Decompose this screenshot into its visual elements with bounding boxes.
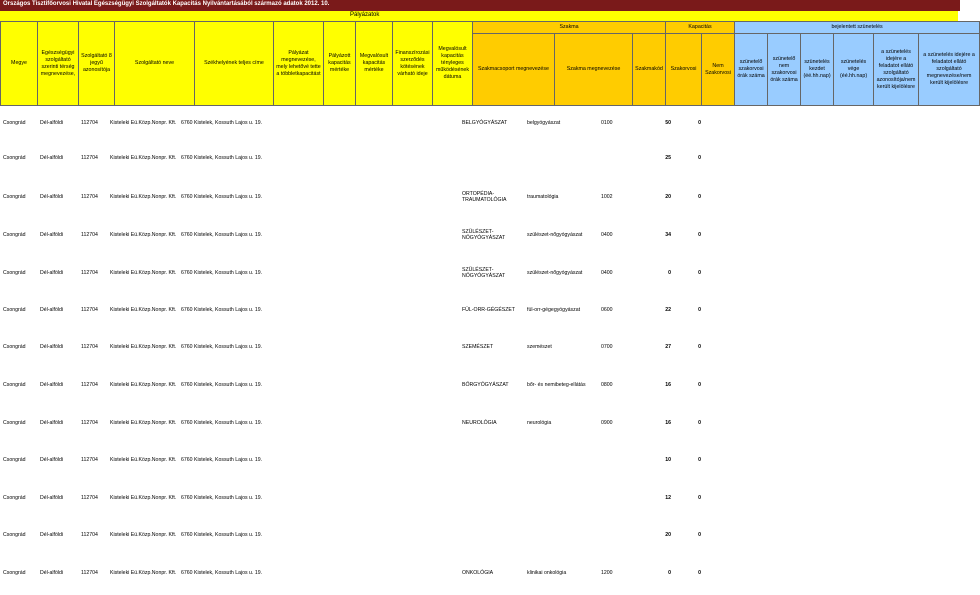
cell-nem: 0	[698, 194, 701, 200]
cell-csoport: BŐRGYÓGYÁSZAT	[462, 382, 509, 388]
cell-szakma: fül-orr-gégegyógyászat	[527, 307, 581, 313]
cell-neve: Kisteleki Eü.Közp.Nonpr. Kft.	[110, 457, 177, 463]
cell-neve: Kisteleki Eü.Közp.Nonpr. Kft.	[110, 270, 177, 276]
col-neve: Szolgáltató neve	[115, 22, 195, 106]
cell-nem: 0	[698, 532, 701, 538]
cell-azon: 112704	[81, 307, 98, 313]
table-row	[0, 452, 960, 472]
col-fin-szerz: Finanszírozási szerződés kötésének várható ideje	[393, 22, 433, 106]
cell-nem: 0	[698, 270, 701, 276]
col-szun-kezdet: szünetelés kezdet (éé.hh.nap)	[801, 34, 834, 106]
cell-csoport: FÜL-ORR-GÉGÉSZET	[462, 307, 516, 313]
cell-szakorvosi: 0	[668, 270, 671, 276]
cell-megye: Csongrád	[3, 495, 26, 501]
cell-terseg: Dél-alföldi	[40, 120, 64, 126]
col-szun-ideje2: a szünetelés idejére a feladatot ellátó szolgáltató megnevezése/nem került kijelölésre	[919, 34, 980, 106]
cell-azon: 112704	[81, 532, 98, 538]
cell-neve: Kisteleki Eü.Közp.Nonpr. Kft.	[110, 232, 177, 238]
cell-terseg: Dél-alföldi	[40, 194, 64, 200]
cell-neve: Kisteleki Eü.Közp.Nonpr. Kft.	[110, 495, 177, 501]
cell-terseg: Dél-alföldi	[40, 570, 64, 576]
cell-neve: Kisteleki Eü.Közp.Nonpr. Kft.	[110, 120, 177, 126]
cell-terseg: Dél-alföldi	[40, 532, 64, 538]
table-row	[0, 302, 960, 322]
cell-kod: 0100	[601, 120, 613, 126]
cell-azon: 112704	[81, 382, 98, 388]
table-row	[0, 527, 960, 547]
document-title: Országos Tisztifőorvosi Hivatal Egészségügyi Szolgáltatók Kapacitás Nyilvántartásából származó adatok 2012. 10.	[3, 1, 330, 7]
cell-szakorvosi: 27	[665, 344, 671, 350]
cell-nem: 0	[698, 570, 701, 576]
cell-nem: 0	[698, 307, 701, 313]
cell-azon: 112704	[81, 344, 98, 350]
cell-neve: Kisteleki Eü.Közp.Nonpr. Kft.	[110, 344, 177, 350]
cell-terseg: Dél-alföldi	[40, 495, 64, 501]
group-szakma: Szakma	[473, 22, 666, 34]
cell-cim: 6760 Kistelek, Kossuth Lajos u. 19.	[181, 270, 263, 276]
group-bejelentett: bejelentett szünetelés	[735, 22, 980, 34]
col-megval-datum: Megvalósult kapacitás tényleges működésének dátuma	[433, 22, 473, 106]
cell-nem: 0	[698, 344, 701, 350]
cell-szakorvosi: 22	[665, 307, 671, 313]
col-megye: Megye	[1, 22, 38, 106]
cell-azon: 112704	[81, 232, 98, 238]
cell-neve: Kisteleki Eü.Közp.Nonpr. Kft.	[110, 194, 177, 200]
col-szun-nem: szünetelő nem szakorvosi órák száma	[768, 34, 801, 106]
document-title-bar	[0, 0, 960, 11]
cell-cim: 6760 Kistelek, Kossuth Lajos u. 19.	[181, 307, 263, 313]
cell-szakma: szemészet	[527, 344, 552, 350]
cell-csoport: SZÜLÉSZET- NŐGYÓGYÁSZAT	[462, 267, 506, 279]
cell-megye: Csongrád	[3, 120, 26, 126]
cell-cim: 6760 Kistelek, Kossuth Lajos u. 19.	[181, 420, 263, 426]
cell-kod: 1002	[601, 194, 613, 200]
table-row	[0, 415, 960, 435]
table-row	[0, 565, 960, 585]
cell-szakorvosi: 12	[665, 495, 671, 501]
cell-kod: 0700	[601, 344, 613, 350]
cell-cim: 6760 Kistelek, Kossuth Lajos u. 19.	[181, 457, 263, 463]
table-row	[0, 227, 960, 247]
cell-szakorvosi: 50	[665, 120, 671, 126]
header-table	[0, 21, 980, 106]
cell-terseg: Dél-alföldi	[40, 344, 64, 350]
cell-csoport: ONKOLÓGIA	[462, 570, 494, 576]
col-szun-szakorvosi: szünetelő szakorvosi órák száma	[735, 34, 768, 106]
cell-terseg: Dél-alföldi	[40, 307, 64, 313]
cell-nem: 0	[698, 457, 701, 463]
col-megval-kap: Megvalósult kapacitás mértéke	[356, 22, 393, 106]
table-row	[0, 339, 960, 359]
col-terseg: Egészségügyi szolgáltató szerinti térség megnevezése,	[38, 22, 79, 106]
col-azonosito: Szolgáltató 8 jegyű azonosítója	[79, 22, 115, 106]
cell-megye: Csongrád	[3, 570, 26, 576]
cell-cim: 6760 Kistelek, Kossuth Lajos u. 19.	[181, 344, 263, 350]
col-szakmacsoport: Szakmacsoport megnevezése	[473, 34, 555, 106]
cell-nem: 0	[698, 120, 701, 126]
cell-terseg: Dél-alföldi	[40, 155, 64, 161]
cell-terseg: Dél-alföldi	[40, 232, 64, 238]
cell-nem: 0	[698, 420, 701, 426]
table-row	[0, 377, 960, 397]
cell-terseg: Dél-alföldi	[40, 270, 64, 276]
palyazatok-label: Pályázatok	[350, 12, 380, 18]
cell-szakma: szülészet-nőgyógyászat	[527, 232, 583, 238]
col-pal-kap: Pályázott kapacitás mértéke	[324, 22, 356, 106]
cell-neve: Kisteleki Eü.Közp.Nonpr. Kft.	[110, 420, 177, 426]
cell-cim: 6760 Kistelek, Kossuth Lajos u. 19.	[181, 155, 263, 161]
cell-szakorvosi: 25	[665, 155, 671, 161]
col-pal-megnev: Pályázat megnevezése, mely lehetővé tette a többletkapacitást	[274, 22, 324, 106]
cell-neve: Kisteleki Eü.Közp.Nonpr. Kft.	[110, 532, 177, 538]
cell-szakorvosi: 0	[668, 570, 671, 576]
cell-megye: Csongrád	[3, 194, 26, 200]
cell-neve: Kisteleki Eü.Közp.Nonpr. Kft.	[110, 155, 177, 161]
cell-cim: 6760 Kistelek, Kossuth Lajos u. 19.	[181, 194, 263, 200]
cell-szakma: traumatológia	[527, 194, 559, 200]
table-row	[0, 189, 960, 209]
cell-szakma: klinikai onkológia	[527, 570, 567, 576]
cell-kod: 0800	[601, 382, 613, 388]
cell-cim: 6760 Kistelek, Kossuth Lajos u. 19.	[181, 532, 263, 538]
col-nem-szakorvosi: Nem Szakorvosi	[702, 34, 735, 106]
cell-megye: Csongrád	[3, 270, 26, 276]
cell-szakorvosi: 16	[665, 382, 671, 388]
cell-megye: Csongrád	[3, 155, 26, 161]
table-row	[0, 115, 960, 135]
table-row	[0, 265, 960, 285]
cell-azon: 112704	[81, 457, 98, 463]
cell-neve: Kisteleki Eü.Közp.Nonpr. Kft.	[110, 570, 177, 576]
col-szakmakod: Szakmakód	[633, 34, 666, 106]
cell-azon: 112704	[81, 120, 98, 126]
cell-cim: 6760 Kistelek, Kossuth Lajos u. 19.	[181, 120, 263, 126]
cell-azon: 112704	[81, 495, 98, 501]
cell-csoport: NEUROLÓGIA	[462, 420, 497, 426]
cell-szakorvosi: 20	[665, 194, 671, 200]
cell-megye: Csongrád	[3, 420, 26, 426]
table-row	[0, 150, 960, 170]
cell-kod: 0400	[601, 232, 613, 238]
cell-szakma: bőr- és nemibeteg-ellátás	[527, 382, 586, 388]
cell-terseg: Dél-alföldi	[40, 420, 64, 426]
cell-megye: Csongrád	[3, 232, 26, 238]
col-szun-vege: szünetelés vége (éé.hh.nap)	[834, 34, 874, 106]
cell-csoport: SZEMÉSZET	[462, 344, 494, 350]
cell-szakorvosi: 16	[665, 420, 671, 426]
cell-kod: 0400	[601, 270, 613, 276]
cell-kod: 0900	[601, 420, 613, 426]
cell-azon: 112704	[81, 194, 98, 200]
cell-szakma: szülészet-nőgyógyászat	[527, 270, 583, 276]
cell-azon: 112704	[81, 420, 98, 426]
cell-megye: Csongrád	[3, 457, 26, 463]
cell-terseg: Dél-alföldi	[40, 457, 64, 463]
cell-kod: 0600	[601, 307, 613, 313]
cell-azon: 112704	[81, 155, 98, 161]
cell-nem: 0	[698, 232, 701, 238]
table-row	[0, 490, 960, 510]
cell-cim: 6760 Kistelek, Kossuth Lajos u. 19.	[181, 495, 263, 501]
cell-megye: Csongrád	[3, 307, 26, 313]
cell-nem: 0	[698, 382, 701, 388]
col-szakorvosi: Szakorvosi	[666, 34, 702, 106]
cell-megye: Csongrád	[3, 382, 26, 388]
cell-cim: 6760 Kistelek, Kossuth Lajos u. 19.	[181, 232, 263, 238]
cell-azon: 112704	[81, 570, 98, 576]
cell-megye: Csongrád	[3, 344, 26, 350]
cell-nem: 0	[698, 495, 701, 501]
cell-neve: Kisteleki Eü.Közp.Nonpr. Kft.	[110, 307, 177, 313]
col-szakma-megnev: Szakma megnevezése	[555, 34, 633, 106]
col-szun-ideje: a szünetelés idejére a feladatot ellátó szolgáltató azonosítója/nem került kijelölésre	[874, 34, 919, 106]
cell-csoport: ORTOPÉDIA- TRAUMATOLÓGIA	[462, 191, 507, 203]
cell-megye: Csongrád	[3, 532, 26, 538]
cell-azon: 112704	[81, 270, 98, 276]
cell-szakorvosi: 34	[665, 232, 671, 238]
cell-szakorvosi: 20	[665, 532, 671, 538]
cell-csoport: SZÜLÉSZET- NŐGYÓGYÁSZAT	[462, 229, 506, 241]
cell-neve: Kisteleki Eü.Közp.Nonpr. Kft.	[110, 382, 177, 388]
col-szekhely: Székhelyének teljes címe	[195, 22, 274, 106]
group-kapacitas: Kapacitás	[666, 22, 735, 34]
cell-szakma: neurológia	[527, 420, 552, 426]
cell-cim: 6760 Kistelek, Kossuth Lajos u. 19.	[181, 382, 263, 388]
cell-szakorvosi: 10	[665, 457, 671, 463]
cell-terseg: Dél-alföldi	[40, 382, 64, 388]
cell-cim: 6760 Kistelek, Kossuth Lajos u. 19.	[181, 570, 263, 576]
cell-kod: 1200	[601, 570, 613, 576]
cell-csoport: BELGYÓGYÁSZAT	[462, 120, 508, 126]
cell-szakma: belgyógyászat	[527, 120, 561, 126]
cell-nem: 0	[698, 155, 701, 161]
